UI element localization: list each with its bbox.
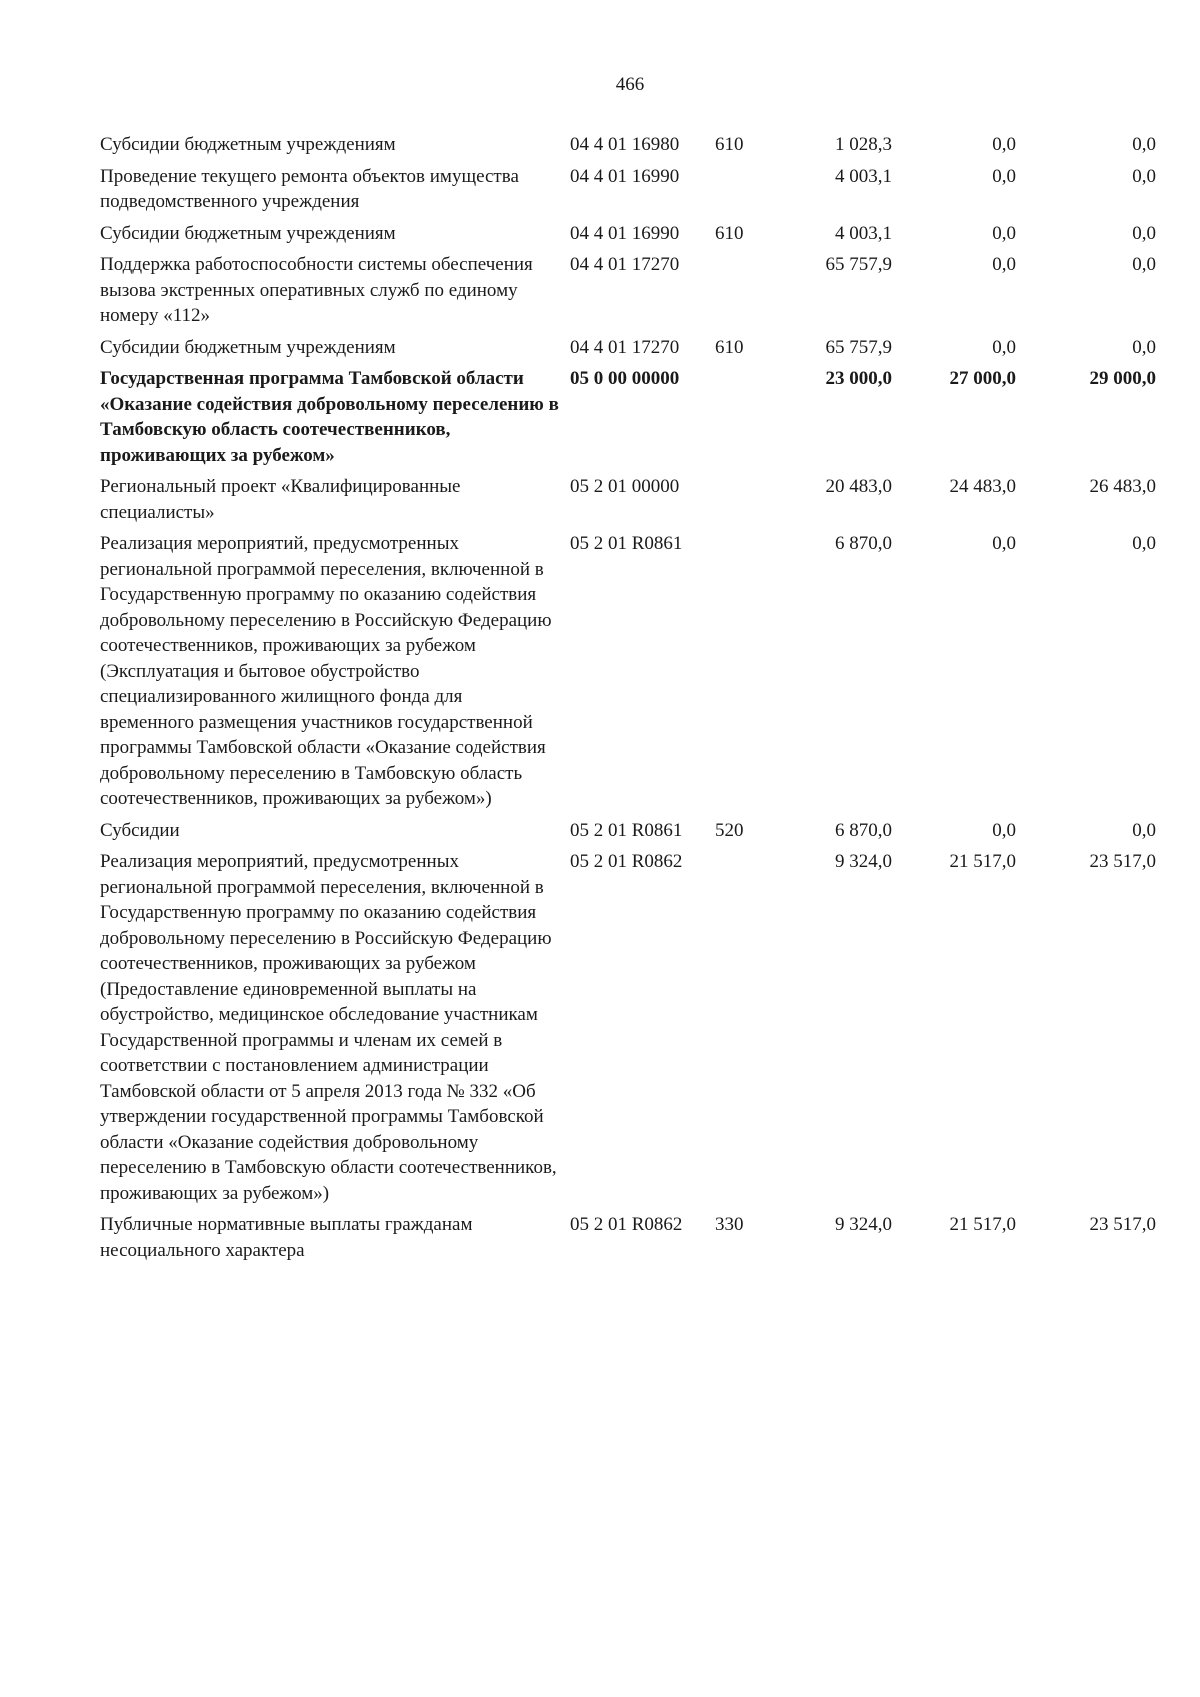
row-expense-type: 520 xyxy=(715,819,744,841)
row-amount-year-1: 4 003,1 xyxy=(835,165,892,187)
row-name: Государственная программа Тамбовской области «Оказание содействия добровольному переселению в Тамбовскую область соотечественников, проживающих за рубежом» xyxy=(100,368,559,466)
row-amount-year-3: 0,0 xyxy=(1132,533,1156,554)
row-amount-year-2: 0,0 xyxy=(992,533,1016,554)
row-expense-type: 610 xyxy=(715,336,744,358)
row-name: Реализация мероприятий, предусмотренных региональной программой переселения, включенной в Государственную программу по оказанию содействия добровольному переселению в Российскую Федерацию соотечественников, проживающих за рубежом (Эксплуатация и бытовое обустройство специализированного жилищного фонда для временного размещения участников государственной программы Тамбовской области «Оказание содействия добровольному переселению в Тамбовскую область соотечественников, проживающих за рубежом») xyxy=(100,533,552,809)
row-amount-year-2: 21 517,0 xyxy=(949,851,1016,872)
table-row xyxy=(100,366,1156,468)
row-name: Субсидии бюджетным учреждениям xyxy=(100,134,396,155)
row-target-code: 05 2 01 R0861 xyxy=(570,819,683,841)
row-target-code: 05 2 01 R0862 xyxy=(570,1214,683,1235)
row-amount-year-2: 0,0 xyxy=(992,222,1016,244)
row-target-code: 05 2 01 R0861 xyxy=(570,533,683,554)
row-amount-year-3: 0,0 xyxy=(1132,165,1156,187)
table-row xyxy=(100,252,1156,329)
table-row xyxy=(100,474,1156,525)
table-row xyxy=(100,164,1156,215)
row-expense-type: 330 xyxy=(715,1214,744,1235)
row-amount-year-2: 0,0 xyxy=(992,134,1016,155)
row-amount-year-2: 21 517,0 xyxy=(949,1214,1016,1235)
row-target-code: 05 2 01 00000 xyxy=(570,476,680,497)
row-amount-year-2: 0,0 xyxy=(992,336,1016,358)
table-row xyxy=(100,132,1156,158)
row-target-code: 04 4 01 16990 xyxy=(570,165,680,187)
row-name: Проведение текущего ремонта объектов имущества подведомственного учреждения xyxy=(100,165,519,212)
row-amount-year-3: 0,0 xyxy=(1132,819,1156,841)
row-target-code: 04 4 01 17270 xyxy=(570,336,680,358)
page-number: 466 xyxy=(615,74,645,95)
table-row xyxy=(100,1212,1156,1263)
row-amount-year-3: 29 000,0 xyxy=(1089,368,1156,389)
row-target-code: 04 4 01 17270 xyxy=(570,254,680,275)
row-amount-year-3: 0,0 xyxy=(1132,254,1156,275)
table-row xyxy=(100,335,1156,361)
row-target-code: 05 0 00 00000 xyxy=(570,368,680,389)
row-amount-year-3: 26 483,0 xyxy=(1089,476,1156,497)
row-amount-year-3: 0,0 xyxy=(1132,134,1156,155)
row-amount-year-2: 0,0 xyxy=(992,819,1016,841)
row-name: Региональный проект «Квалифицированные специалисты» xyxy=(100,476,461,523)
row-amount-year-2: 0,0 xyxy=(992,165,1016,187)
row-amount-year-1: 6 870,0 xyxy=(835,533,892,554)
table-row xyxy=(100,849,1156,1206)
row-target-code: 05 2 01 R0862 xyxy=(570,851,683,872)
row-name: Субсидии бюджетным учреждениям xyxy=(100,336,396,358)
row-amount-year-3: 23 517,0 xyxy=(1089,1214,1156,1235)
row-name: Публичные нормативные выплаты гражданам несоциального характера xyxy=(100,1214,473,1261)
row-amount-year-1: 65 757,9 xyxy=(825,254,892,275)
table-row xyxy=(100,531,1156,812)
row-amount-year-1: 1 028,3 xyxy=(835,134,892,155)
row-amount-year-2: 27 000,0 xyxy=(949,368,1016,389)
row-amount-year-1: 65 757,9 xyxy=(825,336,892,358)
row-amount-year-1: 9 324,0 xyxy=(835,851,892,872)
row-amount-year-3: 0,0 xyxy=(1132,222,1156,244)
row-name: Реализация мероприятий, предусмотренных региональной программой переселения, включенной в Государственную программу по оказанию содействия добровольному переселению в Российскую Федерацию соотечественников, проживающих за рубежом (Предоставление единовременной выплаты на обустройство, медицинское обследование участникам Государственной программы и членам их семей в соответствии с постановлением администрации Тамбовской области от 5 апреля 2013 года № 332 «Об утверждении государственной программы Тамбовской области «Оказание содействия добровольному переселению в Тамбовскую области соотечественников, проживающих за рубежом») xyxy=(100,851,557,1204)
row-expense-type: 610 xyxy=(715,134,744,155)
row-amount-year-1: 6 870,0 xyxy=(835,819,892,841)
table-row xyxy=(100,221,1156,247)
row-name: Субсидии бюджетным учреждениям xyxy=(100,222,396,244)
row-amount-year-3: 0,0 xyxy=(1132,336,1156,358)
row-amount-year-1: 20 483,0 xyxy=(825,476,892,497)
row-target-code: 04 4 01 16980 xyxy=(570,134,680,155)
row-name: Субсидии xyxy=(100,819,180,841)
row-name: Поддержка работоспособности системы обеспечения вызова экстренных оперативных служб по единому номеру «112» xyxy=(100,254,533,326)
row-amount-year-2: 0,0 xyxy=(992,254,1016,275)
table-row xyxy=(100,818,1156,844)
row-amount-year-1: 23 000,0 xyxy=(825,368,892,389)
row-expense-type: 610 xyxy=(715,222,744,244)
row-amount-year-3: 23 517,0 xyxy=(1089,851,1156,872)
row-amount-year-2: 24 483,0 xyxy=(949,476,1016,497)
row-target-code: 04 4 01 16990 xyxy=(570,222,680,244)
row-amount-year-1: 4 003,1 xyxy=(835,222,892,244)
budget-table xyxy=(100,132,1156,1263)
row-amount-year-1: 9 324,0 xyxy=(835,1214,892,1235)
